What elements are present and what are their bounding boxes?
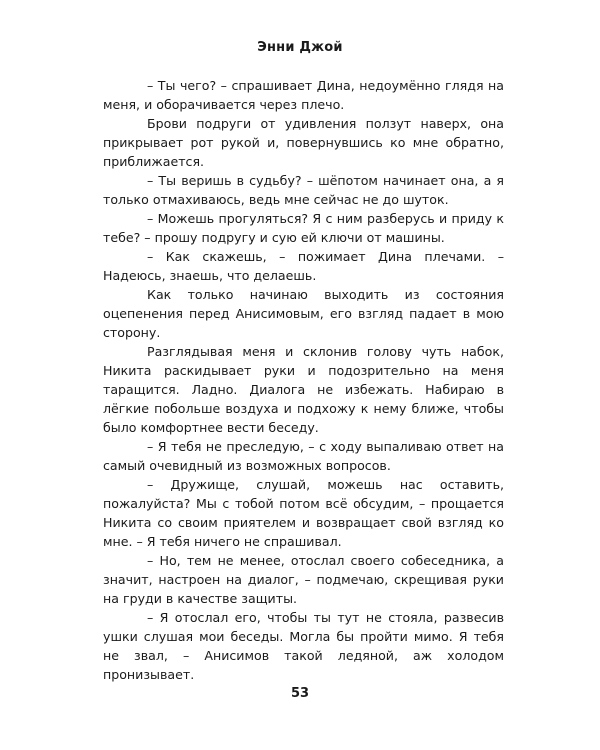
paragraph: – Как скажешь, – пожимает Дина плечами. – Надеюсь, знаешь, что делаешь. [103, 249, 504, 283]
paragraph: – Дружище, слушай, можешь нас оставить, пожалуйста? Мы с тобой потом всё обсудим, – прощается Никита со своим приятелем и возвращает свой взгляд ко мне. – Я тебя ничего не спрашивал. [103, 477, 504, 549]
page-number: 53 [290, 686, 310, 701]
paragraph: Разглядывая меня и склонив голову чуть набок, Никита раскидывает руки и подозрительно на меня таращится. Ладно. Диалога не избежать. Набираю в лёгкие побольше воздуха и подхожу к нему ближе, чтобы было комфортнее вести беседу. [103, 344, 504, 435]
paragraph: – Но, тем не менее, отослал своего собеседника, а значит, настроен на диалог, – подмечаю, скрещивая руки на груди в качестве защиты. [103, 553, 504, 606]
body-text [103, 76, 504, 684]
paragraph: – Я тебя не преследую, – с ходу выпаливаю ответ на самый очевидный из возможных вопросов. [103, 439, 504, 473]
paragraph: – Я отослал его, чтобы ты тут не стояла, развесив ушки слушая мои беседы. Могла бы пройти мимо. Я тебя не звал, – Анисимов такой ледяной, аж холодом пронизывает. [103, 610, 504, 682]
paragraph: – Ты веришь в судьбу? – шёпотом начинает она, а я только отмахиваюсь, ведь мне сейчас не до шуток. [103, 173, 504, 207]
paragraph: – Можешь прогуляться? Я с ним разберусь и приду к тебе? – прошу подругу и сую ей ключи от машины. [103, 211, 504, 245]
running-header-author: Энни Джой [257, 40, 343, 55]
paragraph: – Ты чего? – спрашивает Дина, недоумённо глядя на меня, и оборачивается через плечо. [103, 78, 504, 112]
paragraph: Брови подруги от удивления ползут наверх, она прикрывает рот рукой и, повернувшись ко мне обратно, приближается. [103, 116, 504, 169]
paragraph: Как только начинаю выходить из состояния оцепенения перед Анисимовым, его взгляд падает в мою сторону. [103, 287, 504, 340]
